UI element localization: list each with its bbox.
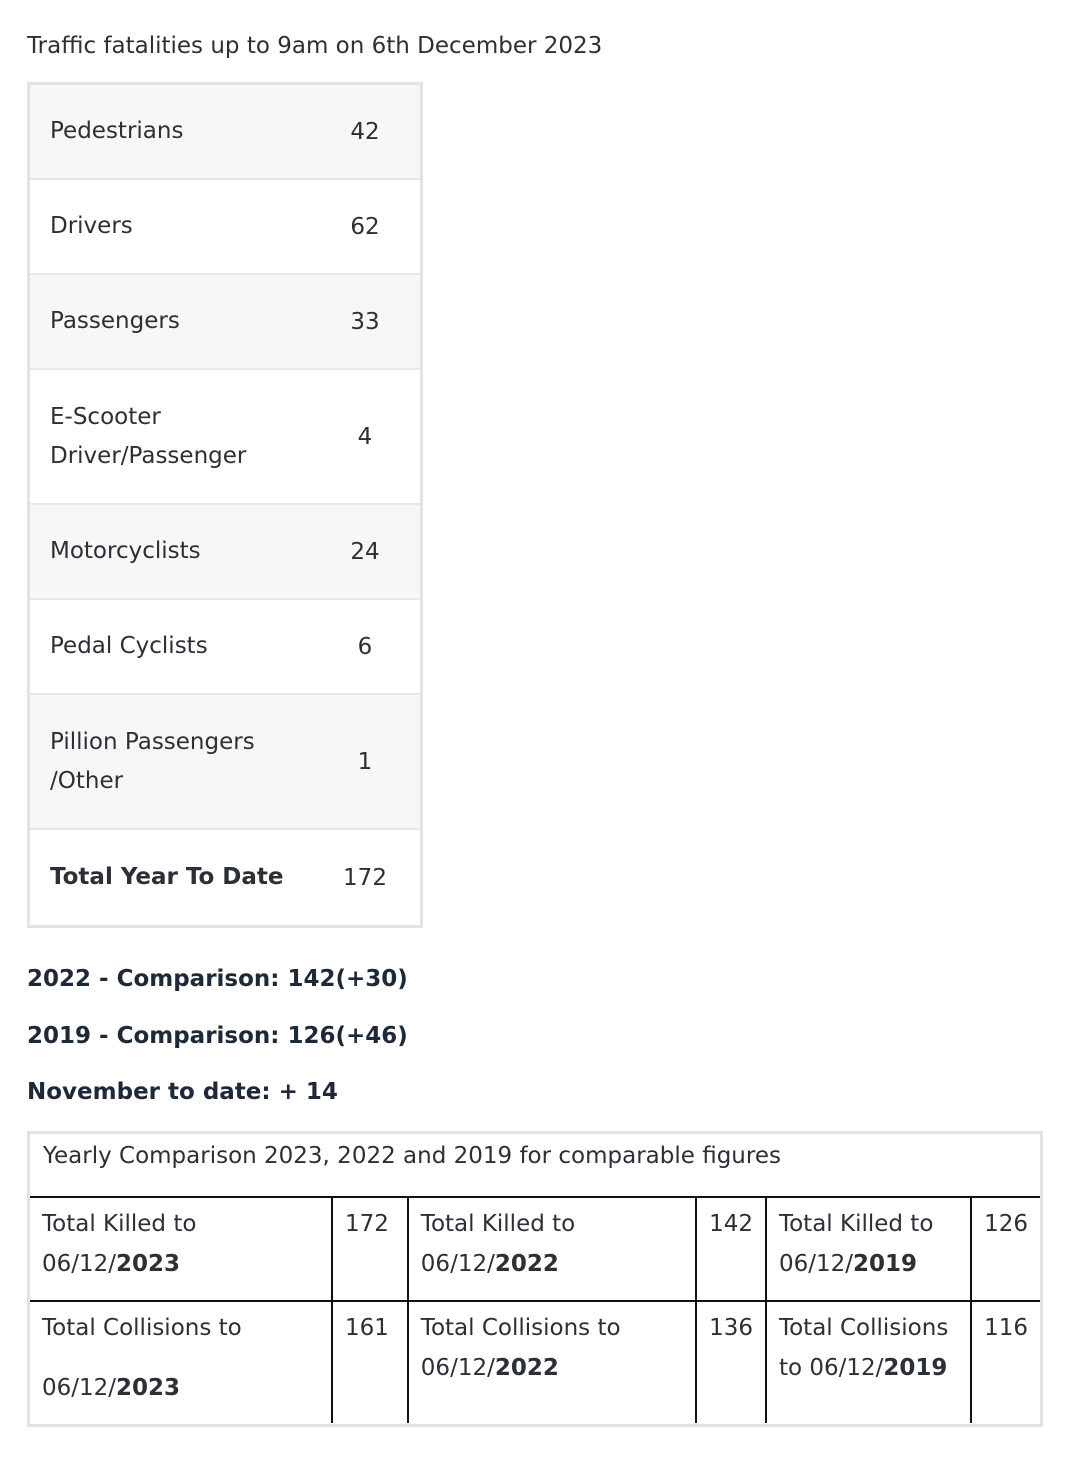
cell-label-text: Total Killed to bbox=[420, 1211, 576, 1237]
table-row bbox=[29, 504, 422, 599]
row-label bbox=[29, 369, 311, 504]
table-row bbox=[29, 179, 422, 274]
comparison-2019: 2019 - Comparison: 126(+46) bbox=[27, 1023, 408, 1049]
row-label: Passengers bbox=[29, 274, 311, 369]
row-label bbox=[29, 694, 311, 829]
row-value: 4 bbox=[310, 369, 422, 504]
table-caption: Yearly Comparison 2023, 2022 and 2019 for comparable figures bbox=[43, 1143, 781, 1169]
yearly-comparison-table bbox=[27, 1131, 1043, 1427]
page-title: Traffic fatalities up to 9am on 6th December 2023 bbox=[27, 33, 603, 59]
cell-date: 06/12/ bbox=[778, 1251, 853, 1277]
total-label: Total Year To Date bbox=[29, 829, 311, 927]
cell-date: 06/12/ bbox=[42, 1251, 117, 1277]
yearly-grid bbox=[30, 1196, 1040, 1423]
total-row bbox=[29, 829, 422, 927]
table-row-killed bbox=[30, 1197, 1040, 1301]
cell-year: 2019 bbox=[883, 1355, 948, 1381]
cell-year: 2022 bbox=[494, 1251, 559, 1277]
row-label: Drivers bbox=[29, 179, 311, 274]
cell-year: 2019 bbox=[853, 1251, 918, 1277]
table-row bbox=[29, 274, 422, 369]
table-row bbox=[29, 84, 422, 180]
row-label: Pedal Cyclists bbox=[29, 599, 311, 694]
row-value: 24 bbox=[310, 504, 422, 599]
cell-label bbox=[766, 1301, 971, 1423]
row-value: 1 bbox=[310, 694, 422, 829]
table-row bbox=[29, 694, 422, 829]
cell-label bbox=[766, 1197, 971, 1301]
cell-date: to 06/12/ bbox=[778, 1355, 884, 1381]
cell-label bbox=[408, 1197, 696, 1301]
cell-label-text: Total Collisions to bbox=[42, 1315, 242, 1341]
cell-value: 136 bbox=[696, 1301, 766, 1423]
cell-label-text: Total Collisions to bbox=[420, 1315, 621, 1341]
cell-date: 06/12/ bbox=[420, 1355, 495, 1381]
total-value: 172 bbox=[310, 829, 422, 927]
row-label-line2: Driver/Passenger bbox=[50, 442, 247, 469]
cell-label-text: Total Collisions bbox=[778, 1315, 949, 1341]
november-to-date: November to date: + 14 bbox=[27, 1079, 338, 1105]
cell-year: 2023 bbox=[116, 1251, 181, 1277]
cell-value: 172 bbox=[332, 1197, 408, 1301]
cell-label-text: Total Killed to bbox=[778, 1211, 934, 1237]
cell-value: 126 bbox=[971, 1197, 1040, 1301]
row-label: Motorcyclists bbox=[29, 504, 311, 599]
row-value: 6 bbox=[310, 599, 422, 694]
cell-value: 161 bbox=[332, 1301, 408, 1423]
cell-year: 2022 bbox=[494, 1355, 559, 1381]
cell-year: 2023 bbox=[116, 1375, 181, 1401]
row-value: 33 bbox=[310, 274, 422, 369]
row-label: Pedestrians bbox=[29, 84, 311, 180]
table-row bbox=[29, 599, 422, 694]
table-row bbox=[29, 369, 422, 504]
row-label-line1: E-Scooter bbox=[50, 403, 161, 430]
cell-label bbox=[408, 1301, 696, 1423]
cell-label bbox=[30, 1301, 332, 1423]
cell-date: 06/12/ bbox=[42, 1375, 117, 1401]
comparison-2022: 2022 - Comparison: 142(+30) bbox=[27, 966, 408, 992]
row-value: 62 bbox=[310, 179, 422, 274]
row-label-line2: /Other bbox=[50, 767, 124, 794]
row-label-line1: Pillion Passengers bbox=[50, 728, 255, 755]
table-row-collisions bbox=[30, 1301, 1040, 1423]
cell-label-text: Total Killed to bbox=[42, 1211, 197, 1237]
cell-date: 06/12/ bbox=[420, 1251, 495, 1277]
row-value: 42 bbox=[310, 84, 422, 180]
cell-label bbox=[30, 1197, 332, 1301]
cell-value: 116 bbox=[971, 1301, 1040, 1423]
fatalities-table bbox=[27, 82, 423, 928]
cell-value: 142 bbox=[696, 1197, 766, 1301]
